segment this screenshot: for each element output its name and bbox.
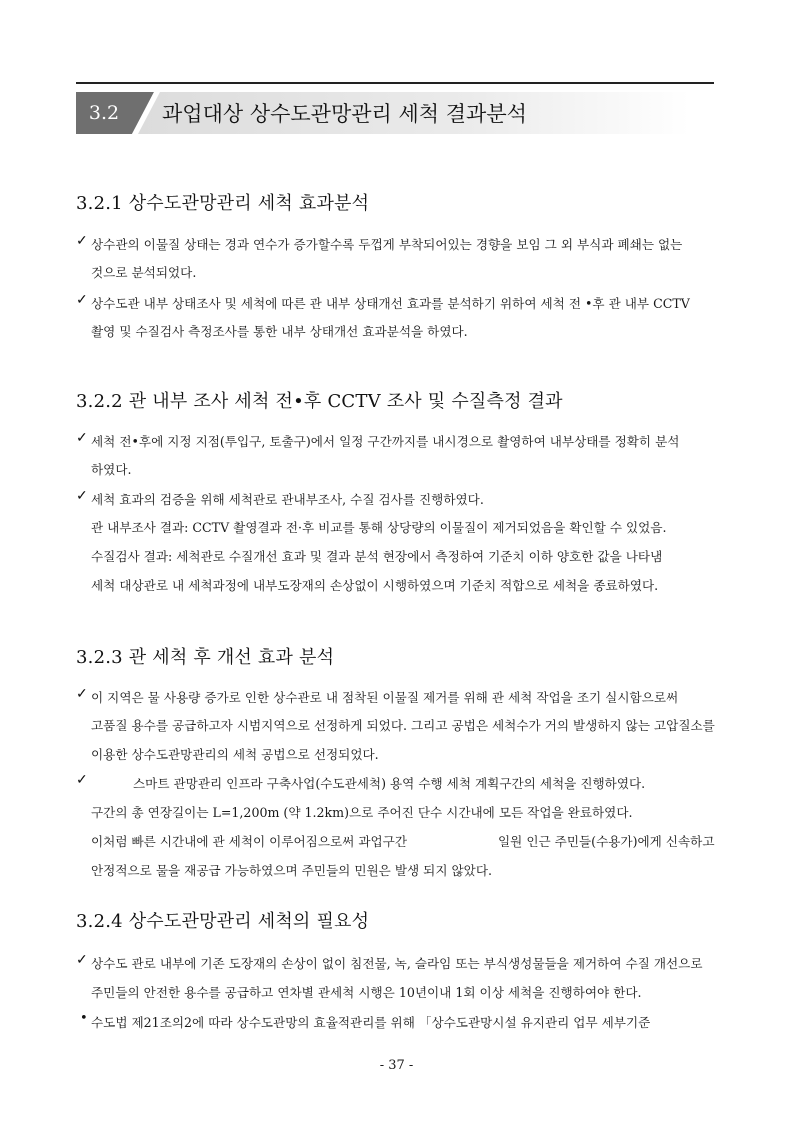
body-line: 세척 효과의 검증을 위해 세척관로 관내부조사, 수질 검사를 진행하였다. (91, 492, 484, 507)
body-line: 고품질 용수를 공급하고자 시범지역으로 선정하게 되었다. 그리고 공법은 세척수가 거의 발생하지 않는 고압질소를 (91, 718, 715, 733)
section-heading-3-2-3: 3.2.3 관 세척 후 개선 효과 분석 (76, 647, 335, 668)
body-line: 일원 인근 주민들(수용가)에게 신속하고 (498, 834, 715, 849)
section-heading-3-2-4: 3.2.4 상수도관망관리 세척의 필요성 (76, 911, 370, 932)
check-mark: ✓ (76, 292, 88, 308)
bullet-mark: • (80, 1011, 88, 1026)
body-line: 세척 전•후에 지정 지점(투입구, 토출구)에서 일정 구간까지를 내시경으로 촬영하여 내부상태를 정확히 분석 (91, 434, 680, 449)
body-line: 것으로 분석되었다. (91, 265, 197, 280)
body-line: 촬영 및 수질검사 측정조사를 통한 내부 상태개선 효과분석을 하였다. (91, 324, 468, 339)
body-line: 구간의 총 연장길이는 L=1,200m (약 1.2km)으로 주어진 단수 시간내에 모든 작업을 완료하였다. (91, 805, 633, 820)
body-line: 수질검사 결과: 세척관로 수질개선 효과 및 결과 분석 현장에서 측정하여 기준치 이하 양호한 값을 나타냄 (91, 549, 663, 564)
check-mark: ✓ (76, 772, 88, 788)
body-line: 수도법 제21조의2에 따라 상수도관망의 효율적관리를 위해 「상수도관망시설 유지관리 업무 세부기준 (91, 1015, 651, 1030)
body-line: 이 지역은 물 사용량 증가로 인한 상수관로 내 점착된 이물질 제거를 위해 관 세척 작업을 조기 실시함으로써 (91, 690, 679, 705)
body-line: 상수관의 이물질 상태는 경과 연수가 증가할수록 두껍게 부착되어있는 경향을 보임 그 외 부식과 폐쇄는 없는 (91, 237, 683, 252)
body-line: 스마트 관망관리 인프라 구축사업(수도관세척) 용역 수행 세척 계획구간의 세척을 진행하였다. (133, 776, 646, 791)
body-line: 안정적으로 물을 재공급 가능하였으며 주민들의 민원은 발생 되지 않았다. (91, 863, 492, 878)
check-mark: ✓ (76, 233, 88, 249)
chapter-header (76, 92, 690, 134)
check-mark: ✓ (76, 686, 88, 702)
body-line: 이용한 상수도관망관리의 세척 공법으로 선정되었다. (91, 747, 379, 762)
body-line: 하였다. (91, 462, 132, 477)
chapter-title: 과업대상 상수도관망관리 세척 결과분석 (162, 102, 527, 126)
chapter-number: 3.2 (88, 102, 120, 124)
body-line: 주민들의 안전한 용수를 공급하고 연차별 관세척 시행은 10년이내 1회 이상 세척을 진행하여야 한다. (91, 985, 642, 1000)
body-line: 관 내부조사 결과: CCTV 촬영결과 전·후 비교를 통해 상당량의 이물질이 제거되었음을 확인할 수 있었음. (91, 520, 667, 535)
body-line: 세척 대상관로 내 세척과정에 내부도장재의 손상없이 시행하였으며 기준치 적합으로 세척을 종료하였다. (91, 578, 659, 593)
check-mark: ✓ (76, 488, 88, 504)
body-line: 상수도관 내부 상태조사 및 세척에 따른 관 내부 상태개선 효과를 분석하기 위하여 세척 전 •후 관 내부 CCTV (91, 296, 690, 311)
body-line: 이처럼 빠른 시간내에 관 세척이 이루어짐으로써 과업구간 (91, 834, 407, 849)
body-line: 상수도 관로 내부에 기존 도장재의 손상이 없이 침전물, 녹, 슬라임 또는 부식생성물들을 제거하여 수질 개선으로 (91, 956, 703, 971)
section-heading-3-2-2: 3.2.2 관 내부 조사 세척 전•후 CCTV 조사 및 수질측정 결과 (76, 391, 563, 412)
page-number: - 37 - (379, 1058, 414, 1073)
section-heading-3-2-1: 3.2.1 상수도관망관리 세척 효과분석 (76, 193, 370, 214)
check-mark: ✓ (76, 952, 88, 968)
check-mark: ✓ (76, 430, 88, 446)
top-rule (76, 82, 714, 84)
